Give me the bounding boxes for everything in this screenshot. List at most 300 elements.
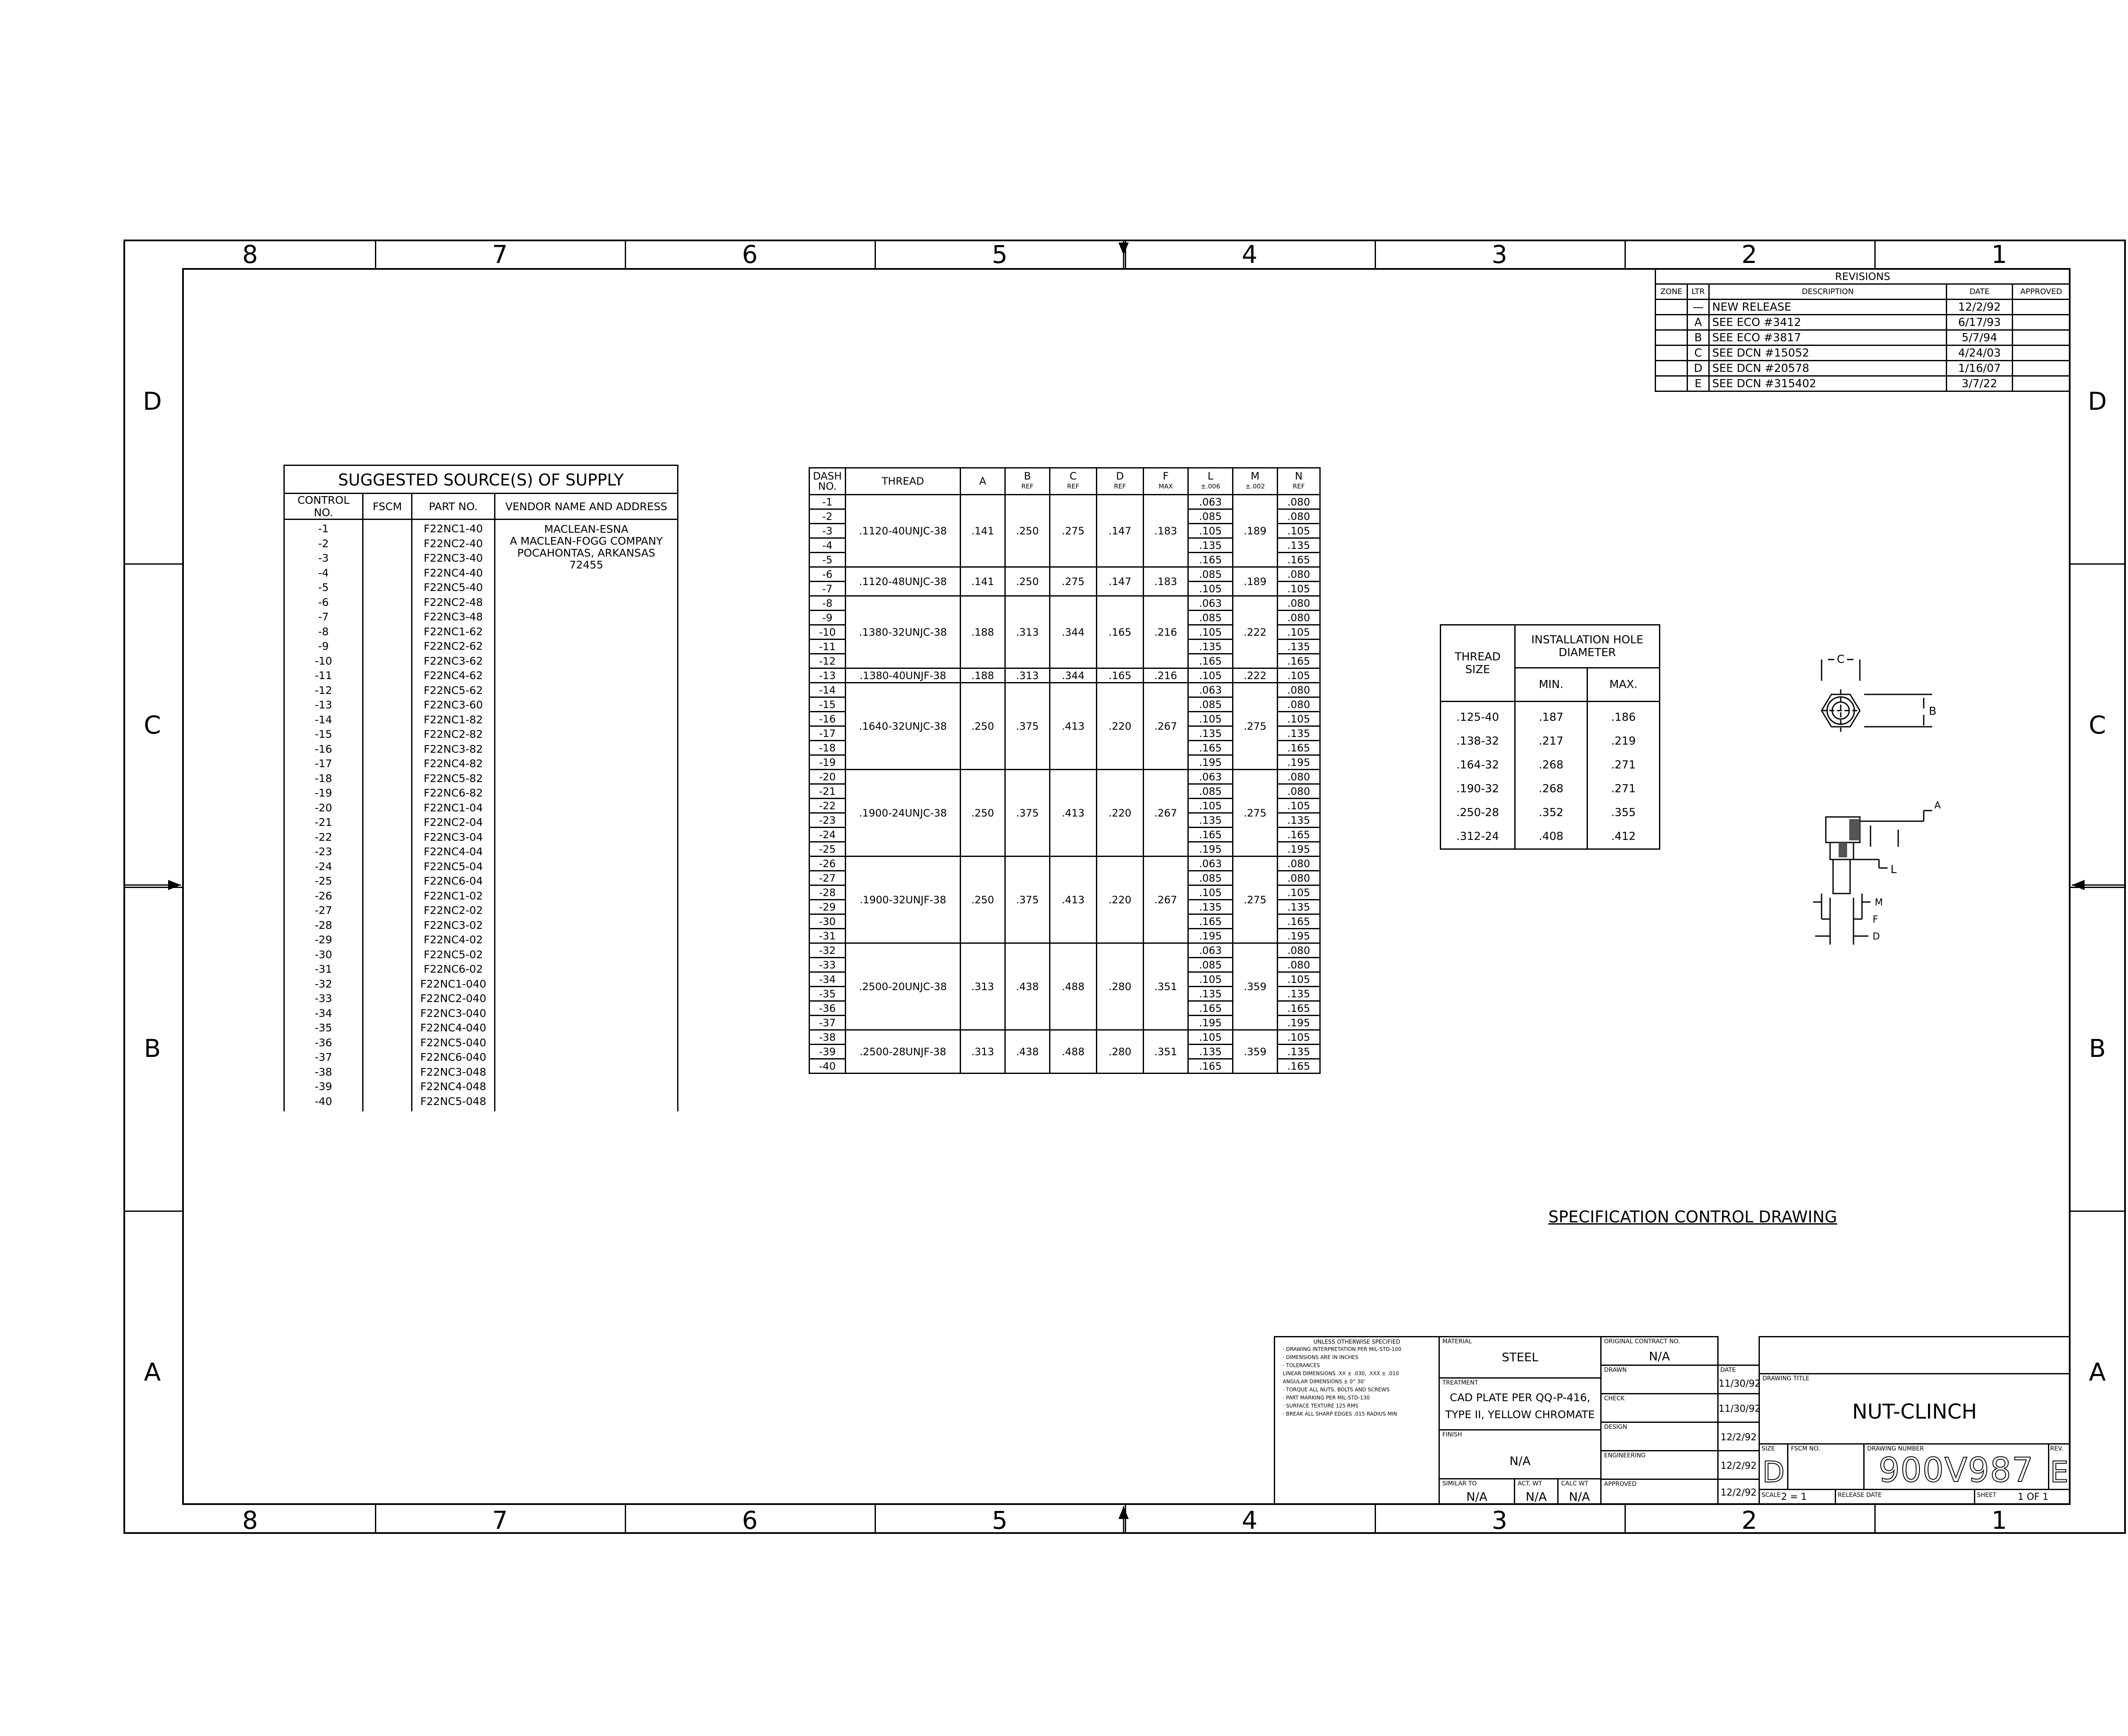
dash-l: .195 (1188, 755, 1233, 770)
dash-n: .195 (1278, 842, 1320, 857)
rev-cell (2048, 1443, 2071, 1490)
check-label: CHECK (1604, 1395, 1625, 1402)
dash-c: .344 (1050, 668, 1097, 683)
control-number: -21 (315, 816, 332, 828)
revision-date: 5/7/94 (1947, 330, 2013, 345)
part-number: F22NC4-02 (423, 934, 483, 946)
note-line: · DRAWING INTERPRETATION PER MIL-STD-100 (1283, 1346, 1402, 1352)
zone-col-bottom-6: 6 (742, 1506, 758, 1535)
zone-row-left-B: B (144, 1034, 161, 1063)
revision-ltr: E (1688, 376, 1709, 391)
part-number: F22NC2-62 (423, 640, 483, 652)
dash-l: .085 (1188, 958, 1233, 972)
part-number: F22NC3-048 (420, 1065, 486, 1078)
revision-approved (2013, 300, 2070, 315)
dash-m: .359 (1233, 1030, 1278, 1074)
dash-number: -12 (809, 654, 846, 668)
dash-n: .080 (1278, 495, 1320, 509)
control-number: -19 (315, 787, 332, 799)
part-number: F22NC6-82 (423, 787, 483, 799)
dash-f: .183 (1144, 567, 1188, 596)
dash-header-d (1097, 468, 1144, 495)
revision-date: 3/7/22 (1947, 376, 2013, 391)
dash-n: .195 (1278, 755, 1320, 770)
revision-desc: SEE DCN #315402 (1709, 376, 1947, 391)
drawn-date-cell (1717, 1365, 1760, 1394)
dash-number: -28 (809, 885, 846, 900)
dim-d-label: D (1873, 931, 1880, 942)
dash-l: .195 (1188, 929, 1233, 943)
control-number: -8 (318, 625, 329, 638)
dash-a: .250 (961, 857, 1005, 943)
part-number: F22NC3-02 (423, 919, 483, 931)
suggested-sources-table (283, 465, 678, 1111)
dash-f: .216 (1144, 596, 1188, 668)
revision-desc: NEW RELEASE (1709, 300, 1947, 315)
control-number: -11 (315, 669, 332, 682)
dash-number: -35 (809, 987, 846, 1001)
dash-b: .375 (1005, 857, 1050, 943)
dash-l: .105 (1188, 885, 1233, 900)
dash-f: .183 (1144, 495, 1188, 567)
note-line: ANGULAR DIMENSIONS ± 0° 30' (1283, 1379, 1365, 1385)
dash-c: .275 (1050, 567, 1097, 596)
control-number: -37 (315, 1051, 332, 1063)
general-notes (1274, 1336, 1440, 1505)
contract-value: N/A (1649, 1349, 1670, 1363)
zone-col-bottom-8: 8 (242, 1506, 258, 1535)
check-date: 11/30/92 (1719, 1404, 1761, 1414)
zone-row-right-A: A (2089, 1357, 2106, 1387)
drawn-date: 11/30/92 (1719, 1379, 1761, 1389)
dash-n: .105 (1278, 625, 1320, 640)
sheet-label: SHEET (1977, 1492, 1996, 1499)
control-number: -25 (315, 875, 332, 887)
dash-l: .105 (1188, 524, 1233, 538)
hole-row (1441, 777, 1660, 801)
vendor-company: A MACLEAN-FOGG COMPANY (509, 535, 663, 547)
sheet-cell (1974, 1489, 2071, 1505)
dash-n: .165 (1278, 914, 1320, 929)
dash-f: .267 (1144, 770, 1188, 857)
sheet-value: 1 OF 1 (2018, 1492, 2048, 1502)
hole-min: .187 (1515, 702, 1587, 730)
dash-header-f-label: F (1163, 470, 1169, 482)
dash-m: .222 (1233, 668, 1278, 683)
control-number: -18 (315, 772, 332, 785)
dash-l: .105 (1188, 1030, 1233, 1045)
approved-date: 12/2/92 (1720, 1488, 1757, 1498)
dash-number: -17 (809, 726, 846, 741)
dash-m: .275 (1233, 857, 1278, 943)
dash-thread: .1120-40UNJC-38 (846, 495, 961, 567)
control-number: -13 (315, 699, 332, 711)
rev-header-ltr: LTR (1688, 284, 1709, 300)
dash-header-f (1144, 468, 1188, 495)
hole-size: .312-24 (1441, 825, 1515, 849)
dash-header-c (1050, 468, 1097, 495)
dash-row (809, 668, 1320, 683)
drawing-number: 900V987 (1878, 1451, 2034, 1490)
control-number: -20 (315, 801, 332, 814)
part-number: F22NC5-62 (423, 684, 483, 697)
finish-cell (1439, 1429, 1602, 1479)
actwt-label: ACT. WT (1518, 1480, 1542, 1487)
dash-row (809, 770, 1320, 784)
part-number: F22NC3-40 (423, 552, 483, 564)
dash-l: .063 (1188, 770, 1233, 784)
revision-ltr: — (1688, 300, 1709, 315)
nut-clinch-diagram (1796, 647, 1992, 953)
scale-cell (1759, 1489, 1836, 1505)
note-line: · DIMENSIONS ARE IN INCHES (1283, 1354, 1359, 1360)
part-number: F22NC4-62 (423, 669, 483, 682)
dash-row (809, 857, 1320, 871)
part-number: F22NC4-40 (423, 566, 483, 579)
dash-l: .085 (1188, 509, 1233, 524)
dash-number: -7 (809, 582, 846, 596)
material-value: STEEL (1502, 1350, 1539, 1364)
dash-l: .165 (1188, 914, 1233, 929)
dim-f-label: F (1873, 914, 1878, 925)
dash-number: -37 (809, 1016, 846, 1030)
dash-header-f-sub: MAX (1158, 483, 1173, 490)
control-number: -1 (318, 523, 329, 535)
revision-zone (1656, 361, 1688, 376)
part-number: F22NC5-02 (423, 948, 483, 961)
dash-c: .413 (1050, 770, 1097, 857)
supply-title: SUGGESTED SOURCE(S) OF SUPPLY (283, 465, 678, 493)
dash-l: .105 (1188, 625, 1233, 640)
dash-a: .188 (961, 596, 1005, 668)
part-number: F22NC3-62 (423, 654, 483, 667)
revision-zone (1656, 315, 1688, 330)
part-number: F22NC4-048 (420, 1080, 486, 1093)
hole-header-min: MIN. (1515, 668, 1587, 702)
dash-l: .105 (1188, 668, 1233, 683)
dash-l: .135 (1188, 987, 1233, 1001)
note-line: · TORQUE ALL NUTS, BOLTS AND SCREWS (1283, 1387, 1390, 1393)
dash-n: .135 (1278, 813, 1320, 828)
hole-max: .412 (1587, 825, 1660, 849)
hole-max: .271 (1587, 777, 1660, 801)
control-number: -30 (315, 948, 332, 961)
dash-header-b-label: B (1024, 470, 1031, 482)
control-number: -15 (315, 728, 332, 740)
similar-value: N/A (1466, 1490, 1487, 1504)
note-line: LINEAR DIMENSIONS .XX ± .030, .XXX ± .010 (1283, 1371, 1399, 1376)
supply-header-fscm: FSCM (363, 494, 412, 520)
dash-number: -30 (809, 914, 846, 929)
dim-c-label: C (1836, 653, 1845, 666)
hole-max: .271 (1587, 753, 1660, 777)
dash-m: .189 (1233, 567, 1278, 596)
drawing-number-label: DRAWING NUMBER (1867, 1445, 1924, 1452)
hole-row (1441, 801, 1660, 825)
control-number: -12 (315, 684, 332, 697)
part-number: F22NC1-62 (423, 625, 483, 638)
dash-number: -24 (809, 828, 846, 842)
dash-c: .413 (1050, 683, 1097, 770)
control-number: -16 (315, 742, 332, 755)
dash-l: .195 (1188, 1016, 1233, 1030)
zone-col-top-3: 3 (1491, 240, 1507, 269)
hole-size: .125-40 (1441, 702, 1515, 730)
dash-d: .220 (1097, 857, 1144, 943)
vendor-zip: 72455 (569, 559, 604, 571)
calcwt-label: CALC WT (1561, 1480, 1588, 1487)
dash-n: .165 (1278, 553, 1320, 567)
control-number: -28 (315, 919, 332, 931)
dash-b: .313 (1005, 668, 1050, 683)
dash-n: .105 (1278, 712, 1320, 726)
dash-l: .105 (1188, 799, 1233, 813)
part-number: F22NC1-04 (423, 801, 483, 814)
control-numbers-column (284, 520, 363, 1112)
zone-col-bottom-4: 4 (1241, 1506, 1258, 1535)
dash-header-l-sub: ±.006 (1201, 483, 1220, 490)
size-cell (1759, 1443, 1788, 1490)
revision-row (1656, 345, 2070, 361)
dash-n: .195 (1278, 1016, 1320, 1030)
dash-l: .085 (1188, 784, 1233, 799)
dash-n: .135 (1278, 538, 1320, 553)
dash-thread: .1120-48UNJC-38 (846, 567, 961, 596)
part-number: F22NC2-04 (423, 816, 483, 828)
design-cell (1600, 1422, 1719, 1451)
part-number: F22NC6-04 (423, 875, 483, 887)
dash-number: -25 (809, 842, 846, 857)
dash-b: .438 (1005, 943, 1050, 1030)
control-number: -40 (315, 1095, 332, 1108)
hole-size: .250-28 (1441, 801, 1515, 825)
part-number: F22NC1-40 (423, 523, 483, 535)
zone-divider (1874, 1505, 1876, 1534)
dash-m: .222 (1233, 596, 1278, 668)
zone-col-bottom-3: 3 (1491, 1506, 1507, 1535)
contract-label: ORIGINAL CONTRACT NO. (1604, 1338, 1680, 1345)
dash-l: .165 (1188, 741, 1233, 755)
hole-min: .268 (1515, 777, 1587, 801)
dash-n: .105 (1278, 885, 1320, 900)
control-number: -36 (315, 1036, 332, 1049)
dash-l: .085 (1188, 871, 1233, 885)
zone-divider (2071, 1211, 2125, 1212)
dash-number: -36 (809, 1001, 846, 1016)
dash-n: .105 (1278, 582, 1320, 596)
dash-m: .275 (1233, 770, 1278, 857)
revision-row (1656, 315, 2070, 330)
zone-col-top-6: 6 (742, 240, 758, 269)
dash-n: .135 (1278, 1045, 1320, 1059)
zone-col-top-4: 4 (1241, 240, 1258, 269)
note-line: · TOLERANCES (1283, 1362, 1320, 1368)
dash-number: -32 (809, 943, 846, 958)
part-number: F22NC3-04 (423, 831, 483, 843)
dash-n: .080 (1278, 943, 1320, 958)
size-label: SIZE (1762, 1445, 1775, 1452)
hole-max: .219 (1587, 729, 1660, 753)
dash-thread: .1380-32UNJC-38 (846, 596, 961, 668)
dash-f: .351 (1144, 943, 1188, 1030)
finish-label: FINISH (1442, 1431, 1462, 1438)
control-number: -29 (315, 934, 332, 946)
dash-b: .250 (1005, 495, 1050, 567)
hole-row (1441, 729, 1660, 753)
dash-n: .105 (1278, 799, 1320, 813)
dash-number: -3 (809, 524, 846, 538)
part-number: F22NC4-040 (420, 1022, 486, 1034)
dash-m: .275 (1233, 683, 1278, 770)
dash-n: .080 (1278, 857, 1320, 871)
dash-n: .105 (1278, 972, 1320, 987)
control-number: -7 (318, 611, 329, 623)
dash-m: .189 (1233, 495, 1278, 567)
rev-header-date: DATE (1947, 284, 2013, 300)
zone-divider (1625, 240, 1626, 268)
hole-max: .186 (1587, 702, 1660, 730)
dash-number: -5 (809, 553, 846, 567)
installation-hole-table (1440, 624, 1660, 850)
treatment-line-2: TYPE II, YELLOW CHROMATE (1445, 1408, 1595, 1421)
drawing-title-cell (1759, 1373, 2071, 1445)
dash-b: .438 (1005, 1030, 1050, 1074)
dash-number: -21 (809, 784, 846, 799)
zone-divider (625, 240, 626, 268)
dash-row (809, 495, 1320, 509)
actwt-value: N/A (1525, 1490, 1547, 1504)
control-number: -10 (315, 654, 332, 667)
dash-number: -2 (809, 509, 846, 524)
dash-number: -18 (809, 741, 846, 755)
dash-f: .267 (1144, 683, 1188, 770)
engineering-date-cell (1717, 1450, 1760, 1480)
dash-l: .063 (1188, 683, 1233, 697)
dash-n: .135 (1278, 900, 1320, 914)
dash-n: .080 (1278, 784, 1320, 799)
dash-a: .250 (961, 683, 1005, 770)
dash-l: .063 (1188, 857, 1233, 871)
part-number: F22NC2-02 (423, 904, 483, 917)
similar-cell (1439, 1478, 1515, 1505)
hole-min: .268 (1515, 753, 1587, 777)
dash-l: .135 (1188, 1045, 1233, 1059)
dim-b-label: B (1929, 705, 1936, 718)
zone-divider (1625, 1505, 1626, 1534)
dash-a: .313 (961, 1030, 1005, 1074)
dash-c: .488 (1050, 943, 1097, 1030)
rev-header-approved: APPROVED (2013, 284, 2070, 300)
control-number: -23 (315, 845, 332, 858)
dash-number: -27 (809, 871, 846, 885)
dash-a: .188 (961, 668, 1005, 683)
hole-header-install: INSTALLATION HOLE DIAMETER (1515, 625, 1660, 668)
part-number: F22NC5-82 (423, 772, 483, 785)
dash-n: .080 (1278, 509, 1320, 524)
dash-a: .141 (961, 495, 1005, 567)
revision-date: 12/2/92 (1947, 300, 2013, 315)
hole-min: .408 (1515, 825, 1587, 849)
dash-n: .080 (1278, 567, 1320, 582)
title-spacer (1759, 1336, 2071, 1374)
scale-value: 2 = 1 (1781, 1492, 1807, 1502)
part-number: F22NC5-048 (420, 1095, 486, 1108)
drawing-number-cell (1863, 1443, 2049, 1490)
dash-header-thread: THREAD (846, 468, 961, 495)
date-label: DATE (1720, 1367, 1736, 1373)
engineering-cell (1600, 1450, 1719, 1480)
dash-l: .165 (1188, 1059, 1233, 1074)
treatment-label: TREATMENT (1442, 1379, 1479, 1386)
dash-n: .165 (1278, 741, 1320, 755)
control-number: -35 (315, 1022, 332, 1034)
dash-n: .080 (1278, 683, 1320, 697)
part-number: F22NC3-48 (423, 611, 483, 623)
dash-header-l (1188, 468, 1233, 495)
zone-divider (1125, 1505, 1126, 1534)
similar-label: SIMILAR TO (1442, 1480, 1477, 1487)
dash-number: -33 (809, 958, 846, 972)
dash-f: .267 (1144, 857, 1188, 943)
dash-number: -9 (809, 611, 846, 625)
zone-divider (2071, 887, 2125, 888)
spec-control-label: SPECIFICATION CONTROL DRAWING (1548, 1208, 1837, 1226)
check-date-cell (1717, 1393, 1760, 1423)
revision-row (1656, 300, 2070, 315)
revision-date: 6/17/93 (1947, 315, 2013, 330)
dash-n: .080 (1278, 871, 1320, 885)
fscm-cell (1787, 1443, 1865, 1490)
material-cell (1439, 1336, 1602, 1379)
revision-approved (2013, 345, 2070, 361)
hole-min: .217 (1515, 729, 1587, 753)
hole-min: .352 (1515, 801, 1587, 825)
dash-number: -1 (809, 495, 846, 509)
part-number: F22NC4-04 (423, 845, 483, 858)
size-value: D (1762, 1456, 1785, 1489)
zone-divider (1874, 240, 1876, 268)
dash-number: -38 (809, 1030, 846, 1045)
finish-value: N/A (1509, 1454, 1531, 1468)
part-number: F22NC1-02 (423, 889, 483, 902)
dash-n: .195 (1278, 929, 1320, 943)
dash-d: .165 (1097, 596, 1144, 668)
approved-cell (1600, 1479, 1719, 1505)
approved-date-cell (1717, 1479, 1760, 1505)
dash-d: .165 (1097, 668, 1144, 683)
zone-row-left-A: A (144, 1357, 161, 1387)
dash-n: .080 (1278, 697, 1320, 712)
zone-col-top-5: 5 (992, 240, 1008, 269)
dash-l: .135 (1188, 640, 1233, 654)
dash-number: -4 (809, 538, 846, 553)
dash-l: .063 (1188, 596, 1233, 611)
dash-number: -10 (809, 625, 846, 640)
dash-number: -11 (809, 640, 846, 654)
notes-title: UNLESS OTHERWISE SPECIFIED (1313, 1339, 1401, 1345)
dash-a: .250 (961, 770, 1005, 857)
control-number: -38 (315, 1065, 332, 1078)
rev-value: E (2050, 1456, 2068, 1489)
zone-divider (1375, 240, 1376, 268)
dash-l: .165 (1188, 1001, 1233, 1016)
dash-number: -31 (809, 929, 846, 943)
dash-number: -26 (809, 857, 846, 871)
zone-row-left-D: D (143, 387, 162, 416)
dash-number: -14 (809, 683, 846, 697)
dash-n: .135 (1278, 987, 1320, 1001)
supply-header-control: CONTROL NO. (284, 494, 363, 520)
